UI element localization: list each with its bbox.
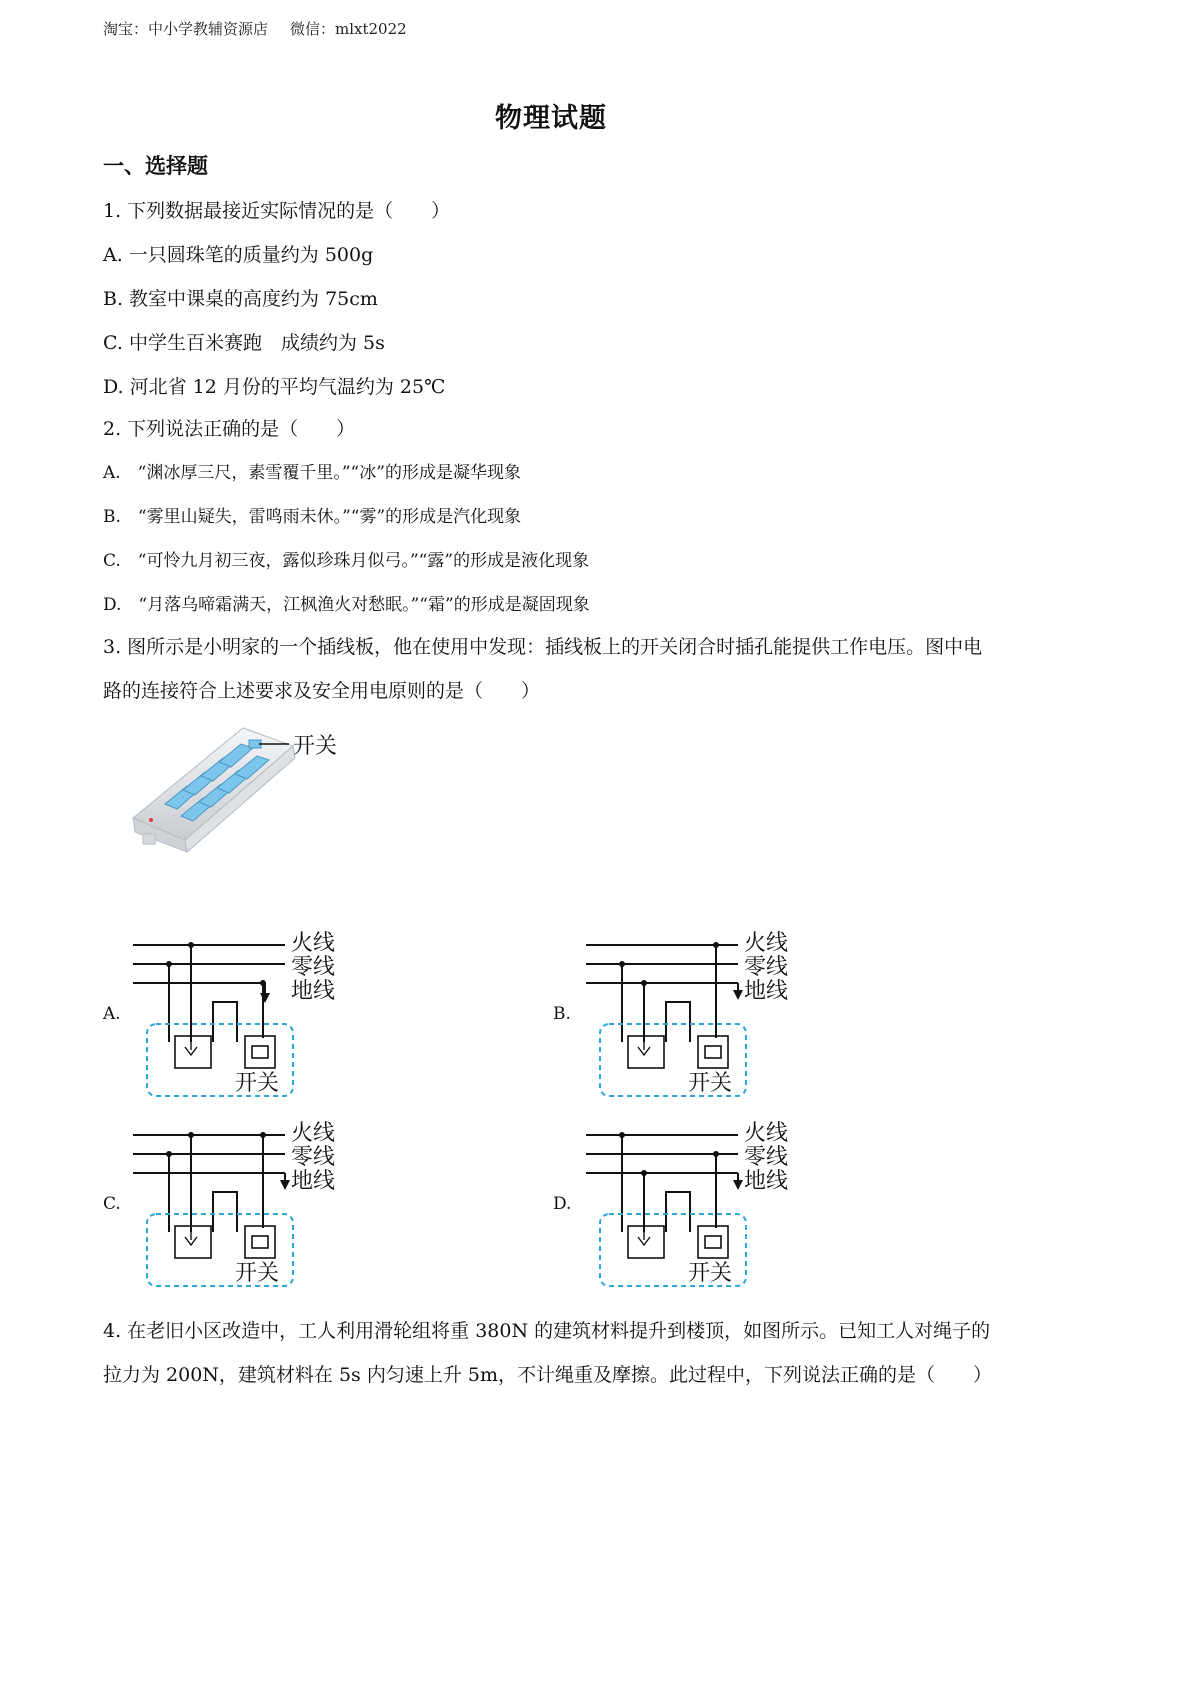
wire-label-live: 火线 — [291, 1121, 336, 1146]
wire-label-neutral: 零线 — [744, 1145, 789, 1170]
diagram-label-a: A. — [103, 1004, 121, 1024]
diagram-label-b: B. — [553, 1004, 571, 1024]
header-shop: 淘宝：中小学教辅资源店 — [103, 20, 269, 38]
circuit-diagram-c — [125, 1110, 365, 1300]
switch-label: 开关 — [688, 1261, 733, 1286]
question-3-stem-line1: 3. 图所示是小明家的一个插线板，他在使用中发现：插线板上的开关闭合时插孔能提供工作电压。图中电 — [103, 636, 983, 658]
q1-option-a: A. 一只圆珠笔的质量约为 500g — [103, 244, 374, 266]
wire-label-ground: 地线 — [291, 979, 336, 1004]
question-4-stem-line2: 拉力为 200N，建筑材料在 5s 内匀速上升 5m，不计绳重及摩擦。此过程中，下列说法正确的是（ ） — [103, 1364, 992, 1386]
question-3-stem-line2: 路的连接符合上述要求及安全用电原则的是（ ） — [103, 680, 541, 702]
q2-option-d: D. “月落乌啼霜满天，江枫渔火对愁眠。”“霜”的形成是凝固现象 — [103, 595, 590, 615]
wire-label-ground: 地线 — [744, 979, 789, 1004]
question-2-stem: 2. 下列说法正确的是（ ） — [103, 418, 356, 440]
header-wechat: 微信：mlxt2022 — [290, 20, 407, 38]
q1-option-c: C. 中学生百米赛跑 成绩约为 5s — [103, 332, 385, 354]
q1-option-b: B. 教室中课桌的高度约为 75cm — [103, 288, 378, 310]
power-strip-image — [125, 720, 365, 870]
switch-label: 开关 — [235, 1071, 280, 1096]
q2-option-a: A. “渊冰厚三尺，素雪覆千里。”“冰”的形成是凝华现象 — [103, 463, 521, 483]
wire-label-live: 火线 — [744, 1121, 789, 1146]
q2-option-b: B. “雾里山疑失，雷鸣雨未休。”“雾”的形成是汽化现象 — [103, 507, 522, 527]
wire-label-neutral: 零线 — [291, 955, 336, 980]
wire-label-ground: 地线 — [291, 1169, 336, 1194]
diagram-label-d: D. — [553, 1194, 572, 1214]
page-title: 物理试题 — [495, 103, 607, 134]
question-4-stem-line1: 4. 在老旧小区改造中，工人利用滑轮组将重 380N 的建筑材料提升到楼顶，如图所示。已知工人对绳子的 — [103, 1320, 991, 1342]
circuit-diagram-b — [578, 920, 818, 1110]
circuit-diagram-d — [578, 1110, 818, 1300]
q1-option-d: D. 河北省 12 月份的平均气温约为 25℃ — [103, 376, 446, 398]
switch-label: 开关 — [235, 1261, 280, 1286]
q2-option-c: C. “可怜九月初三夜，露似珍珠月似弓。”“露”的形成是液化现象 — [103, 551, 590, 571]
switch-label: 开关 — [688, 1071, 733, 1096]
strip-switch-label: 开关 — [293, 734, 338, 759]
wire-label-neutral: 零线 — [744, 955, 789, 980]
question-1-stem: 1. 下列数据最接近实际情况的是（ ） — [103, 200, 451, 222]
diagram-label-c: C. — [103, 1194, 121, 1214]
circuit-diagram-a — [125, 920, 365, 1110]
wire-label-live: 火线 — [744, 931, 789, 956]
wire-label-neutral: 零线 — [291, 1145, 336, 1170]
section-heading: 一、选择题 — [103, 153, 208, 178]
wire-label-live: 火线 — [291, 931, 336, 956]
wire-label-ground: 地线 — [744, 1169, 789, 1194]
